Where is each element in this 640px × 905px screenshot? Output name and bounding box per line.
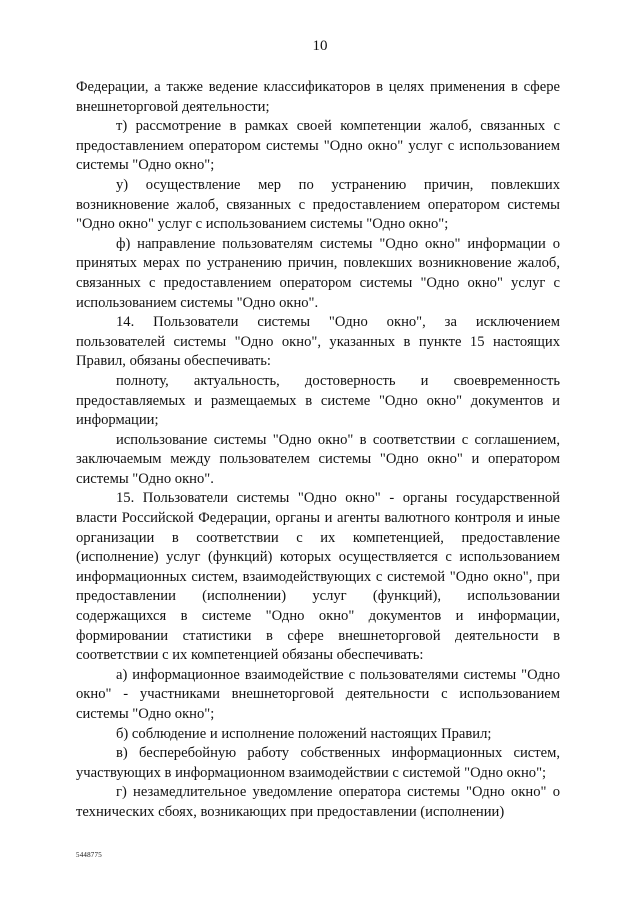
paragraph: б) соблюдение и исполнение положений настоящих Правил; [116, 725, 492, 742]
paragraph: г) незамедлительное уведомление оператора системы "Одно окно" о технических сбоях, возникающих при предоставлении (исполнении) [76, 784, 560, 820]
paragraph: а) информационное взаимодействие с пользователями системы "Одно окно" - участниками внешнеторговой деятельности с использованием системы "Одно окно"; [76, 666, 560, 722]
page-number: 10 [312, 38, 328, 54]
document-body [76, 78, 560, 823]
paragraph: 14. Пользователи системы "Одно окно", за исключением пользователей системы "Одно окно", указанных в пункте 15 настоящих Правил, обязаны обеспечивать: [76, 314, 560, 370]
paragraph: в) бесперебойную работу собственных информационных систем, участвующих в информационном взаимодействии с системой "Одно окно"; [76, 745, 560, 781]
paragraph: у) осуществление мер по устранению причин, повлекших возникновение жалоб, связанных с предоставлением оператором системы "Одно окно" услуг с использованием системы "Одно окно"; [76, 176, 560, 233]
document-code: 5448775 [76, 851, 102, 859]
paragraph: полноту, актуальность, достоверность и своевременность предоставляемых и размещаемых в системе "Одно окно" документов и информации; [76, 372, 560, 429]
paragraph: использование системы "Одно окно" в соответствии с соглашением, заключаемым между пользователем системы "Одно окно" и оператором системы "Одно окно". [76, 431, 560, 487]
paragraph: т) рассмотрение в рамках своей компетенции жалоб, связанных с предоставлением оператором системы "Одно окно" услуг с использованием системы "Одно окно"; [76, 118, 560, 174]
paragraph: ф) направление пользователям системы "Одно окно" информации о принятых мерах по устранению причин, повлекших возникновение жалоб, связанных с предоставлением оператором системы "Одно окно" услуг с использованием системы "Одно окно". [76, 235, 560, 311]
paragraph: 15. Пользователи системы "Одно окно" - органы государственной власти Российской Федерации, органы и агенты валютного контроля и иные организации в соответствии с их компетенцией, предоставление (исполнение) услуг (функций) которых осуществляется с использованием информационных систем, взаимодействующих с системой "Одно окно", при предоставлении (исполнении) услуг (функций), использовании содержащихся в системе "Одно окно" документов и информации, формировании статистики в сфере внешнеторговой деятельности в соответствии с их компетенцией обязаны обеспечивать: [76, 490, 560, 664]
paragraph: Федерации, а также ведение классификаторов в целях применения в сфере внешнеторговой деятельности; [76, 79, 560, 115]
